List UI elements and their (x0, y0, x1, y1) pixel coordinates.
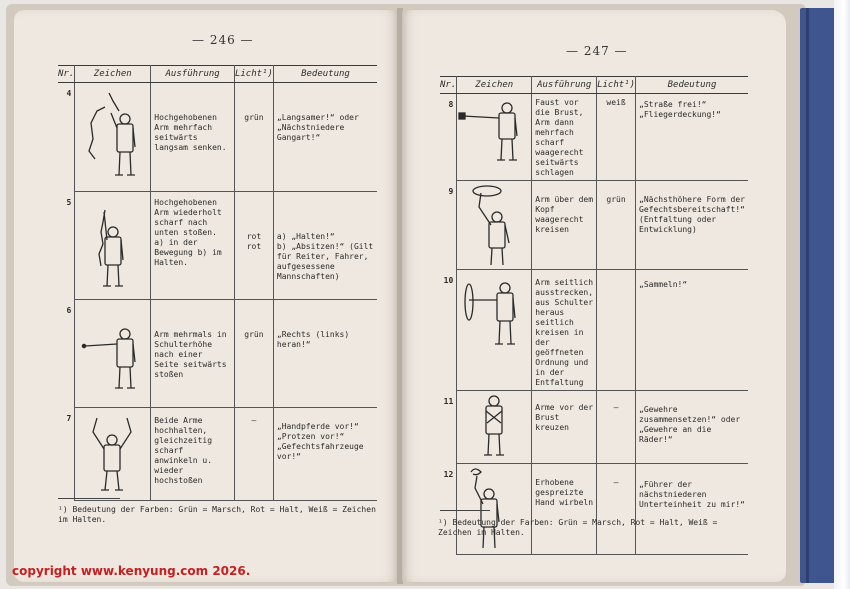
bedeutung-text: „Gewehre zusammensetzen!“ oder „Gewehre an die Räder!“ (636, 391, 748, 464)
ausfuehrung-text: Arm über dem Kopf waagerecht kreisen (532, 181, 597, 270)
licht-text: — (234, 408, 273, 501)
table-row (58, 83, 377, 192)
ausfuehrung-text: Arme vor der Brust kreuzen (532, 391, 597, 464)
footnote-divider (58, 498, 120, 499)
row-number: 10 (440, 270, 457, 391)
page-number-left: — 246 — (192, 33, 254, 47)
row-number: 11 (440, 391, 457, 464)
bedeutung-text: „Sammeln!“ (636, 270, 748, 391)
soldier-fist-to-chest-icon (457, 94, 532, 181)
soldier-both-arms-up-icon (75, 408, 151, 501)
row-number: 9 (440, 181, 457, 270)
bedeutung-text: „Langsamer!“ oder „Nächstniedere Gangart!“ (273, 83, 377, 192)
licht-text: grün (597, 181, 636, 270)
soldier-arm-thrust-up-icon (75, 192, 151, 300)
plastic-sleeve (834, 0, 850, 589)
ausfuehrung-text: Arm seitlich ausstrecken, aus Schulter heraus seitlich kreisen in der geöffneten Ordnung und in der Entfaltung (532, 270, 597, 391)
table-row (58, 192, 377, 300)
header-bedeutung: Bedeutung (636, 77, 748, 94)
row-number: 5 (58, 192, 75, 300)
licht-text: grün (234, 300, 273, 408)
page-number-right: — 247 — (566, 44, 628, 58)
licht-text: rot rot (234, 192, 273, 300)
footnote-divider (440, 510, 490, 511)
bedeutung-text: „Nächsthöhere Form der Gefechtsbereitschaft!“ (Entfaltung oder Entwicklung) (636, 181, 748, 270)
bedeutung-text: „Handpferde vor!“ „Protzen vor!“ „Gefechtsfahrzeuge vor!“ (273, 408, 377, 501)
header-zeichen: Zeichen (75, 66, 151, 83)
signal-table-right (440, 76, 748, 555)
header-licht: Licht¹) (597, 77, 636, 94)
signal-table-left (58, 65, 377, 501)
ausfuehrung-text: Faust vor die Brust, Arm dann mehrfach scharf waagerecht seitwärts schlagen (532, 94, 597, 181)
header-ausfuehrung: Ausführung (532, 77, 597, 94)
soldier-arm-circle-side-icon (457, 270, 532, 391)
right-page (402, 10, 786, 582)
footnote-right: ¹) Bedeutung der Farben: Grün = Marsch, Rot = Halt, Weiß = Zeichen im Halten. (438, 518, 718, 537)
row-number: 7 (58, 408, 75, 501)
table-row (58, 300, 377, 408)
soldier-arms-crossed-icon (457, 391, 532, 464)
header-zeichen: Zeichen (457, 77, 532, 94)
table-row (440, 94, 748, 181)
table-row (58, 408, 377, 501)
header-nr: Nr. (58, 66, 75, 83)
licht-text (597, 270, 636, 391)
table-row (440, 270, 748, 391)
table-header-row (440, 77, 748, 94)
licht-text: — (597, 391, 636, 464)
left-page (14, 10, 398, 582)
ausfuehrung-text: Beide Arme hochhalten, gleichzeitig scharf anwinkeln u. wieder hochstoßen (151, 408, 235, 501)
bedeutung-text: „Führer der nächstniederen Unterteinheit zu mir!“ (636, 464, 748, 555)
soldier-arm-circle-overhead-icon (457, 181, 532, 270)
header-licht: Licht¹) (234, 66, 273, 83)
row-number: 8 (440, 94, 457, 181)
ausfuehrung-text: Hochgehobenen Arm mehrfach seitwärts langsam senken. (151, 83, 235, 192)
table-row (440, 181, 748, 270)
footnote-left: ¹) Bedeutung der Farben: Grün = Marsch, Rot = Halt, Weiß = Zeichen im Halten. (58, 505, 376, 524)
bedeutung-text: „Rechts (links) heran!“ (273, 300, 377, 408)
licht-text: — (597, 464, 636, 555)
header-ausfuehrung: Ausführung (151, 66, 235, 83)
bedeutung-text: a) „Halten!“ b) „Absitzen!“ (Gilt für Reiter, Fahrer, aufgesessene Mannschaften) (273, 192, 377, 300)
bedeutung-text: „Straße frei!“ „Fliegerdeckung!“ (636, 94, 748, 181)
table-header-row (58, 66, 377, 83)
header-bedeutung: Bedeutung (273, 66, 377, 83)
ausfuehrung-text: Hochgehobenen Arm wiederholt scharf nach unten stoßen. a) in der Bewegung b) im Halten. (151, 192, 235, 300)
soldier-arm-shoulder-height-icon (75, 300, 151, 408)
licht-text: weiß (597, 94, 636, 181)
copyright-watermark: copyright www.kenyung.com 2026. (12, 564, 251, 578)
row-number: 4 (58, 83, 75, 192)
table-row (440, 391, 748, 464)
table-row (440, 464, 748, 555)
soldier-whip-raised-arm-icon (75, 83, 151, 192)
header-nr: Nr. (440, 77, 457, 94)
soldier-hand-waving-icon (457, 464, 532, 555)
ausfuehrung-text: Arm mehrmals in Schulterhöhe nach einer Seite seitwärts stoßen (151, 300, 235, 408)
row-number: 12 (440, 464, 457, 555)
licht-text: grün (234, 83, 273, 192)
ausfuehrung-text: Erhobene gespreizte Hand wirbeln (532, 464, 597, 555)
row-number: 6 (58, 300, 75, 408)
